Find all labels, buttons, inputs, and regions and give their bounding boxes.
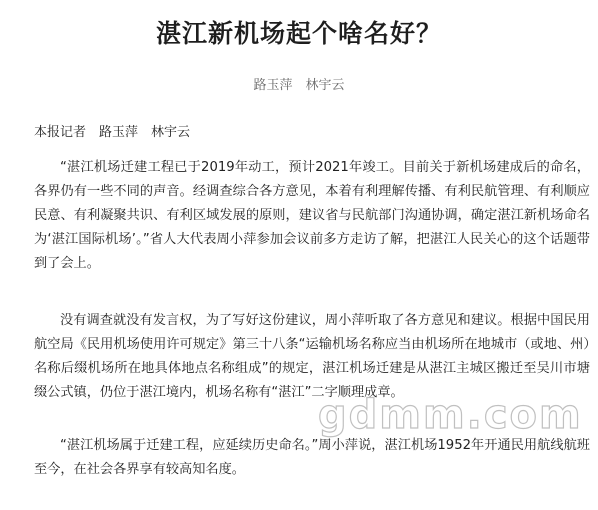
reporter-line: 本报记者 路玉萍 林宇云 xyxy=(34,125,191,140)
article-paragraph: “湛江机场属于迁建工程，应延续历史命名。”周小萍说，湛江机场1952年开通民用航线航班至今，在社会各界享有较高知名度。 xyxy=(34,438,590,477)
article-title: 湛江新机场起个啥名好？ xyxy=(155,19,442,48)
article-paragraph: 没有调查就没有发言权，为了写好这份建议，周小萍听取了各方意见和建议。根据中国民用航空局《民用机场使用许可规定》第三十八条“运输机场名称应当由机场所在地城市（或地、州）名称后缀机场所在地具体地点名称组成”的规定，湛江机场迁建是从湛江主城区搬迁至吴川市塘缀公式镇，仍位于湛江境内，机场名称有“湛江”二字顺理成章。 xyxy=(34,313,590,400)
article-byline: 路玉萍 林宇云 xyxy=(253,78,345,93)
article-paragraph: “湛江机场迁建工程已于2019年动工，预计2021年竣工。目前关于新机场建成后的命名，各界仍有一些不同的声音。经调查综合各方意见，本着有利理解传播、有利民航管理、有利顺应民意、有利凝聚共识、有利区域发展的原则，建议省与民航部门沟通协调，确定湛江新机场命名为‘湛江国际机场’。”省人大代表周小萍参加会议前多方走访了解，把湛江人民关心的这个话题带到了会上。 xyxy=(34,160,590,271)
site-watermark: gdmm.com xyxy=(318,392,583,438)
